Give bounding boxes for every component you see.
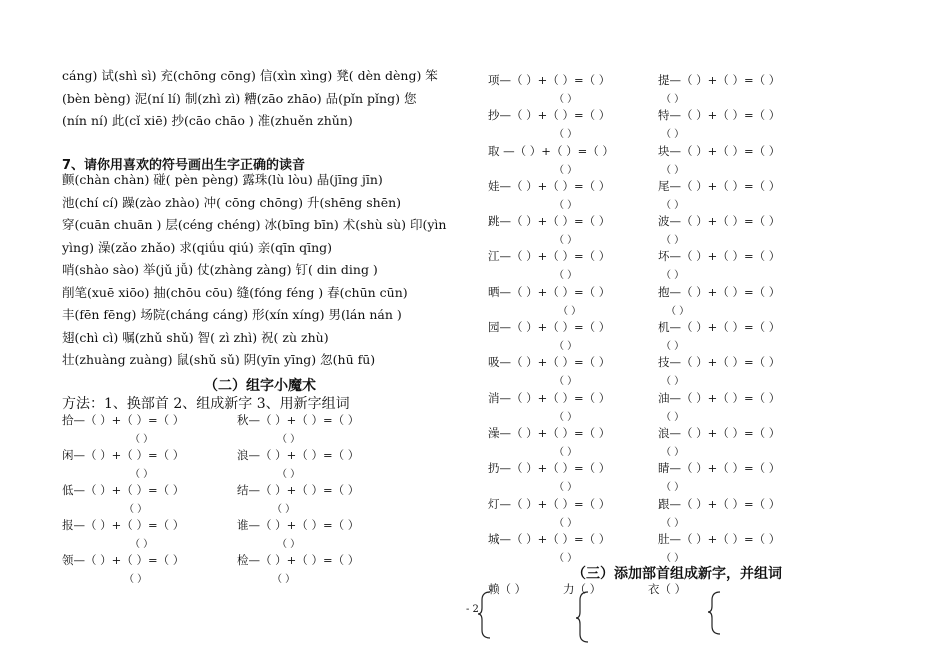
word-blank: （ ） — [554, 235, 578, 247]
word-blank: （ ） — [554, 199, 578, 211]
word-blank: （ ） — [277, 539, 301, 550]
pinyin-line: 壮(zhuàng zuàng) 鼠(shǔ sǔ) 阴(yīn yīng) 忽(hū fū) — [62, 352, 376, 367]
radical-item: 赖（ ） — [488, 582, 527, 596]
pinyin-line: 颤(chàn chàn) 碰( pèn pèng) 露珠(lù lòu) 晶(jīng jīn) — [62, 172, 383, 187]
pinyin-line: yìng) 澡(zǎo zhǎo) 求(qiǘu qiú) 亲(qīn qīng) — [62, 239, 333, 255]
exercise-left: 闲—（ ）+（ ）=（ ） — [62, 448, 185, 462]
exercise-left: 抄—（ ）+（ ）=（ ） — [488, 108, 611, 123]
word-blank: （ ） — [554, 270, 578, 282]
page-number: - 2 — [466, 604, 479, 615]
exercise-right: 秋—（ ）+（ ）=（ ） — [237, 413, 360, 427]
exercise-left: 取 —（ ）+（ ）=（ ） — [488, 143, 614, 158]
word-blank: （ ） — [661, 199, 685, 211]
middle-brace — [576, 592, 588, 642]
exercise-left: 娃—（ ）+（ ）=（ ） — [488, 178, 611, 193]
pinyin-line: 穿(cuān chuān ) 层(céng chéng) 冰(bīng bīn) 术(shù sù) 印(yìn — [62, 217, 447, 232]
exercise-right: 提—（ ）+（ ）=（ ） — [658, 73, 781, 87]
word-blank: （ ） — [272, 574, 296, 585]
pinyin-line: (bèn bèng) 泥(ní lí) 制(zhì zì) 糟(zāo zhāo) 品(pǐn pǐng) 您 — [62, 90, 417, 106]
word-blank: （ ） — [124, 504, 148, 515]
pinyin-line: 池(chí cí) 躁(zào zhào) 冲( cōng chōng) 升(shēng shēn) — [62, 194, 402, 210]
exercise-right: 油—（ ）+（ ）=（ ） — [658, 390, 781, 405]
exercise-left: 领—（ ）+（ ）=（ ） — [62, 553, 185, 567]
word-blank: （ ） — [554, 482, 578, 494]
curly-braces — [478, 588, 738, 644]
exercise-right: 特—（ ）+（ ）=（ ） — [658, 108, 781, 123]
word-blank: （ ） — [661, 517, 685, 529]
exercise-left: 拾—（ ）+（ ）=（ ） — [62, 413, 185, 427]
exercise-left: 江—（ ）+（ ）=（ ） — [488, 249, 611, 264]
word-blank: （ ） — [661, 94, 685, 105]
exercise-right: 谁—（ ）+（ ）=（ ） — [237, 518, 360, 532]
word-blank: （ ） — [124, 574, 148, 585]
word-blank: （ ） — [554, 411, 578, 423]
word-blank: （ ） — [661, 376, 685, 388]
word-blank: （ ） — [554, 446, 578, 458]
pinyin-line: cáng) 试(shì sì) 充(chōng cōng) 信(xìn xìng) 凳( dèn dèng) 笨 — [62, 68, 438, 83]
word-blank: （ ） — [661, 446, 685, 458]
exercise-left: 低—（ ）+（ ）=（ ） — [62, 483, 185, 497]
exercise-right: 波—（ ）+（ ）=（ ） — [658, 214, 781, 229]
exercise-right: 机—（ ）+（ ）=（ ） — [658, 320, 781, 335]
exercise-right: 跟—（ ）+（ ）=（ ） — [658, 496, 781, 511]
exercise-left: 园—（ ）+（ ）=（ ） — [488, 320, 611, 335]
word-blank: （ ） — [130, 469, 154, 480]
pinyin-line: 哨(shào sào) 举(jǔ jǚ) 仗(zhàng zàng) 钉( din ding ) — [62, 262, 378, 277]
word-blank: （ ） — [554, 517, 578, 529]
word-blank: （ ） — [661, 411, 685, 423]
word-blank: （ ） — [666, 305, 690, 317]
word-blank: （ ） — [554, 164, 578, 176]
word-blank: （ ） — [661, 235, 685, 247]
word-blank: （ ） — [558, 305, 582, 317]
section-7-pinyin-list — [62, 169, 446, 372]
exercise-left: 消—（ ）+（ ）=（ ） — [488, 390, 611, 405]
exercise-left: 灯—（ ）+（ ）=（ ） — [488, 496, 611, 511]
word-blank: （ ） — [554, 94, 578, 105]
word-blank: （ ） — [661, 341, 685, 353]
pinyin-line: 丰(fēn fēng) 场院(cháng cáng) 形(xín xíng) 男(lán nán ) — [62, 307, 402, 322]
section-2-title: （二）组字小魔术 — [204, 378, 316, 394]
pinyin-line: 削笔(xuē xiōo) 抽(chōu cōu) 缝(fóng féng ) 春(chūn cūn) — [62, 284, 408, 300]
exercise-left: 城—（ ）+（ ）=（ ） — [488, 531, 611, 546]
pinyin-line: 翅(chì cì) 嘱(zhǔ shǔ) 智( zì zhì) 祝( zù zhù) — [62, 329, 329, 345]
method-line: 方法：1、换部首 2、组成新字 3、用新字组词 — [62, 396, 350, 412]
word-blank: （ ） — [661, 270, 685, 282]
section-7-title: 7、请你用喜欢的符号画出生字正确的读音 — [62, 158, 306, 173]
word-blank: （ ） — [661, 482, 685, 494]
word-blank: （ ） — [554, 552, 578, 564]
word-blank: （ ） — [554, 376, 578, 388]
word-blank: （ ） — [277, 469, 301, 480]
word-blank: （ ） — [554, 129, 578, 141]
exercise-right: 坏—（ ）+（ ）=（ ） — [658, 249, 781, 264]
word-blank: （ ） — [272, 504, 296, 515]
exercise-left: 吸—（ ）+（ ）=（ ） — [488, 355, 611, 370]
exercise-right: 肚—（ ）+（ ）=（ ） — [658, 531, 781, 546]
left-brace — [478, 592, 490, 638]
word-blank: （ ） — [130, 539, 154, 550]
right-brace — [708, 592, 720, 634]
exercise-left: 报—（ ）+（ ）=（ ） — [62, 518, 185, 532]
exercise-right: 技—（ ）+（ ）=（ ） — [658, 355, 781, 370]
word-blank: （ ） — [661, 552, 685, 564]
word-blank: （ ） — [277, 434, 301, 445]
word-blank: （ ） — [661, 164, 685, 176]
exercise-right: 结—（ ）+（ ）=（ ） — [237, 483, 360, 497]
exercise-left: 澡—（ ）+（ ）=（ ） — [488, 425, 611, 440]
section-3-title: （三）添加部首组成新字，并组词 — [572, 566, 782, 582]
exercise-right: 抱—（ ）+（ ）=（ ） — [658, 284, 781, 299]
pinyin-paragraph — [62, 65, 438, 133]
exercise-right: 检—（ ）+（ ）=（ ） — [237, 553, 360, 567]
exercise-right: 块—（ ）+（ ）=（ ） — [658, 143, 781, 158]
pinyin-line: (nín ní) 此(cǐ xiē) 抄(cāo chāo ) 准(zhuěn zhǔn) — [62, 113, 353, 128]
exercise-right: 浪—（ ）+（ ）=（ ） — [658, 425, 781, 440]
exercise-left: 晒—（ ）+（ ）=（ ） — [488, 284, 611, 299]
radical-item: 力（ ） — [563, 582, 602, 596]
word-blank: （ ） — [130, 434, 154, 445]
word-blank: （ ） — [554, 341, 578, 353]
exercise-right: 睛—（ ）+（ ）=（ ） — [658, 461, 781, 476]
exercise-left: 跳—（ ）+（ ）=（ ） — [488, 214, 611, 229]
radical-item: 衣（ ） — [648, 582, 687, 596]
exercise-right: 浪—（ ）+（ ）=（ ） — [237, 448, 360, 462]
exercise-left: 扔—（ ）+（ ）=（ ） — [488, 461, 611, 476]
word-blank: （ ） — [661, 129, 685, 141]
exercise-left: 项—（ ）+（ ）=（ ） — [488, 73, 611, 87]
exercise-right: 尾—（ ）+（ ）=（ ） — [658, 178, 781, 193]
